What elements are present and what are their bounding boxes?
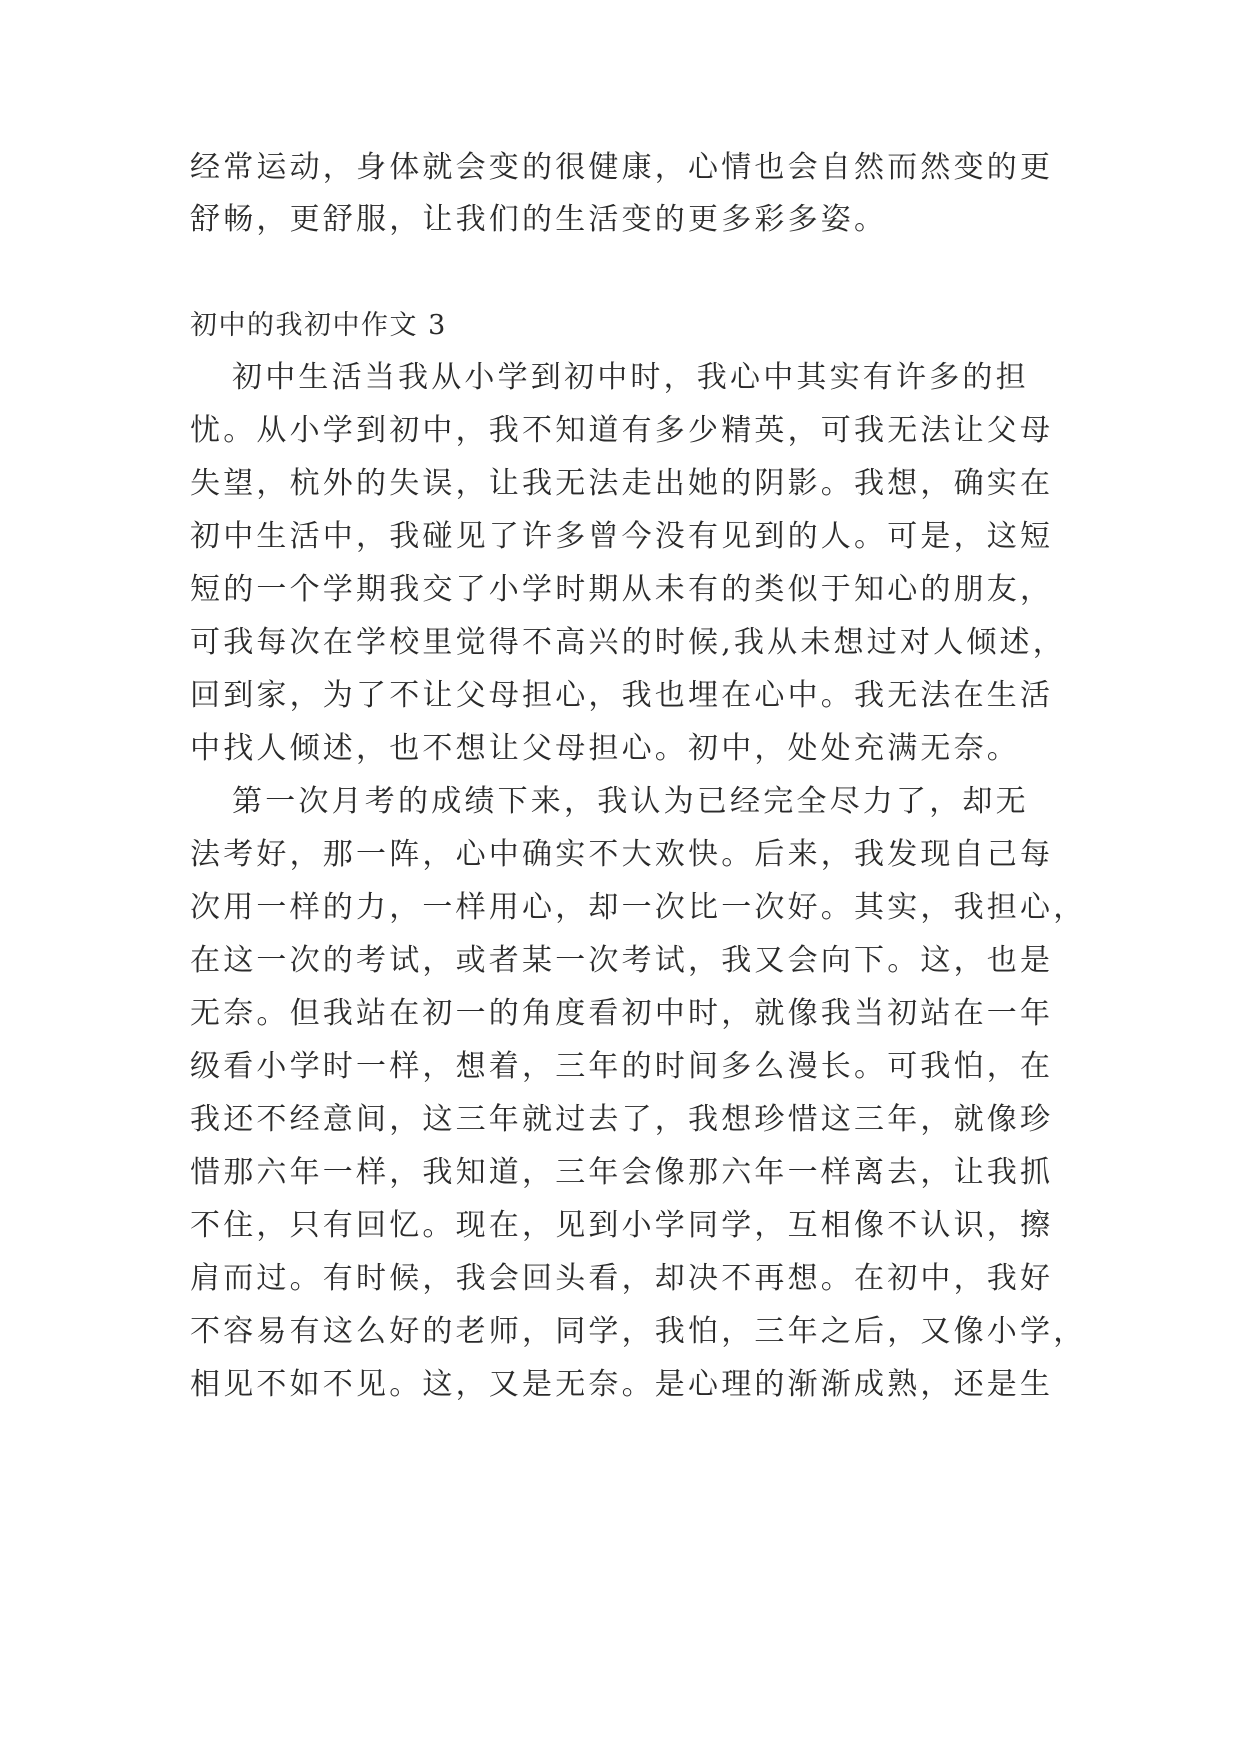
text-line: 在这一次的考试，或者某一次考试，我又会向下。这，也是 — [190, 943, 1054, 978]
text-line: 法考好，那一阵，心中确实不大欢快。后来，我发现自己每 — [190, 837, 1054, 872]
section-title: 初中的我初中作文 3 — [190, 310, 447, 341]
paragraph-first-line: 初中生活当我从小学到初中时，我心中其实有许多的担 — [232, 360, 1029, 395]
text-line: 不住，只有回忆。现在，见到小学同学，互相像不认识，擦 — [190, 1208, 1054, 1243]
text-line: 可我每次在学校里觉得不高兴的时候,我从未想过对人倾述， — [190, 625, 1066, 660]
text-line: 回到家，为了不让父母担心，我也埋在心中。我无法在生活 — [190, 678, 1054, 713]
paragraph-first-line: 第一次月考的成绩下来，我认为已经完全尽力了，却无 — [232, 784, 1029, 819]
text-line: 忧。从小学到初中，我不知道有多少精英，可我无法让父母 — [190, 413, 1054, 448]
text-line: 失望，杭外的失误，让我无法走出她的阴影。我想，确实在 — [190, 466, 1054, 501]
text-line: 初中生活中，我碰见了许多曾今没有见到的人。可是，这短 — [190, 519, 1054, 554]
text-line: 经常运动，身体就会变的很健康，心情也会自然而然变的更 — [190, 150, 1054, 185]
text-line: 级看小学时一样，想着，三年的时间多么漫长。可我怕，在 — [190, 1049, 1054, 1084]
text-line: 我还不经意间，这三年就过去了，我想珍惜这三年，就像珍 — [190, 1102, 1054, 1137]
text-line: 不容易有这么好的老师，同学，我怕，三年之后，又像小学， — [190, 1314, 1087, 1349]
text-line: 相见不如不见。这，又是无奈。是心理的渐渐成熟，还是生 — [190, 1367, 1054, 1402]
text-line: 无奈。但我站在初一的角度看初中时，就像我当初站在一年 — [190, 996, 1054, 1031]
text-line: 次用一样的力，一样用心，却一次比一次好。其实，我担心， — [190, 890, 1087, 925]
text-line: 中找人倾述，也不想让父母担心。初中，处处充满无奈。 — [190, 731, 1020, 766]
text-line: 短的一个学期我交了小学时期从未有的类似于知心的朋友， — [190, 572, 1054, 607]
text-line: 舒畅，更舒服，让我们的生活变的更多彩多姿。 — [190, 202, 888, 237]
text-line: 惜那六年一样，我知道，三年会像那六年一样离去，让我抓 — [190, 1155, 1054, 1190]
text-line: 肩而过。有时候，我会回头看，却决不再想。在初中，我好 — [190, 1261, 1054, 1296]
